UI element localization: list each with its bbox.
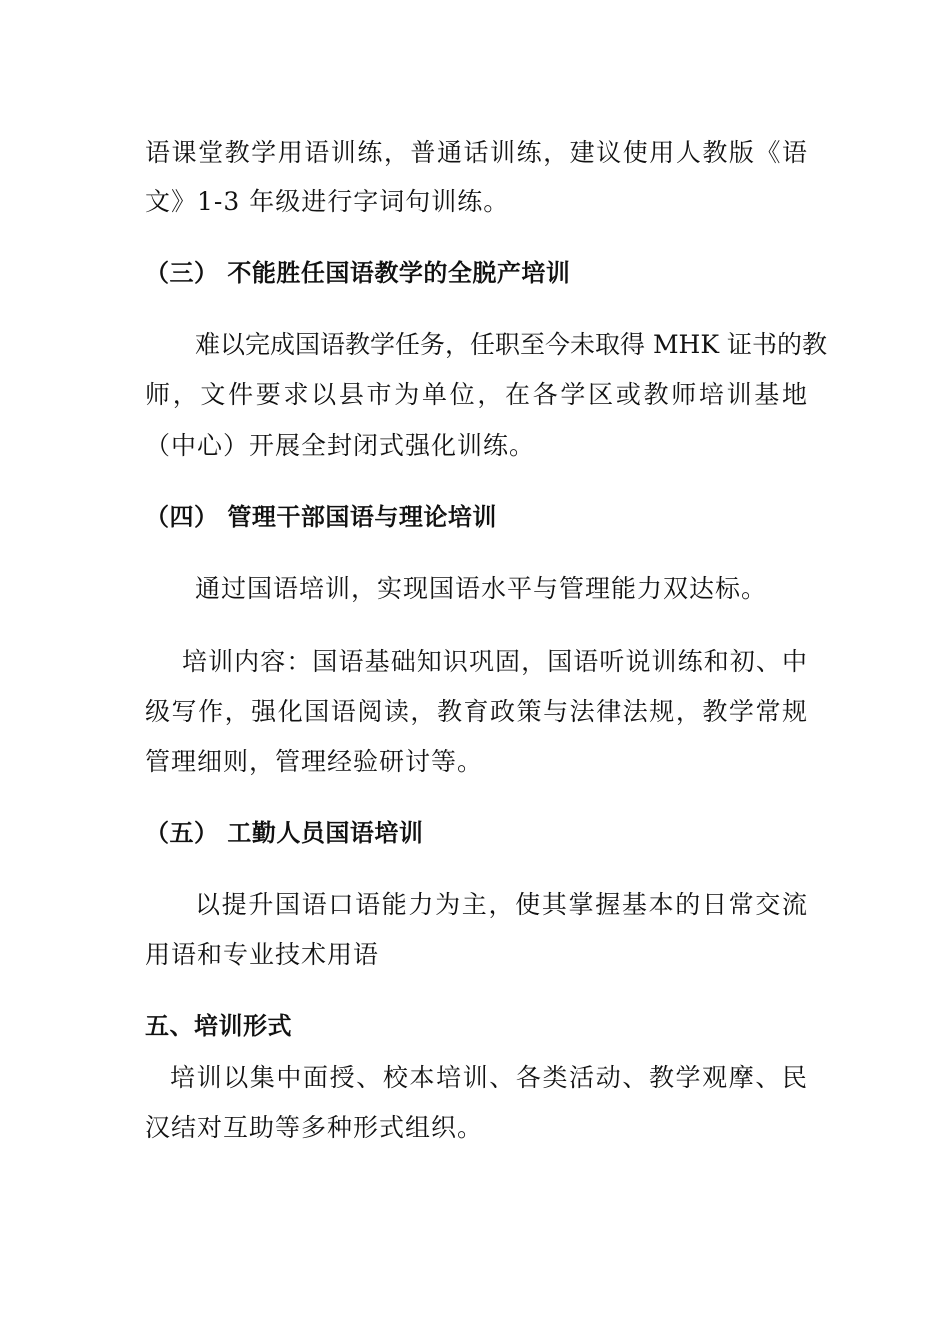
paragraph-line: 培训以集中面授、校本培训、各类活动、教学观摩、民: [170, 1063, 807, 1092]
part-heading-5: 五、培训形式: [145, 1012, 292, 1040]
paragraph-line: 级写作，强化国语阅读，教育政策与法律法规，教学常规: [145, 697, 807, 726]
paragraph-line: 培训内容：国语基础知识巩固，国语听说训练和初、中: [182, 647, 807, 676]
paragraph-line: 管理细则，管理经验研讨等。: [145, 747, 484, 776]
paragraph-line: （中心）开展全封闭式强化训练。: [145, 431, 536, 460]
section-heading-4: （四） 管理干部国语与理论培训: [145, 503, 497, 531]
paragraph-line: 汉结对互助等多种形式组织。: [145, 1113, 484, 1142]
paragraph-line: 文》1-3 年级进行字词句训练。: [145, 187, 510, 216]
paragraph-line: 语课堂教学用语训练，普通话训练，建议使用人教版《语: [145, 138, 807, 167]
paragraph-line: 师，文件要求以县市为单位，在各学区或教师培训基地: [145, 380, 807, 409]
paragraph-line: 以提升国语口语能力为主，使其掌握基本的日常交流: [195, 890, 807, 919]
paragraph-line: 用语和专业技术用语: [145, 940, 380, 969]
paragraph-line: 难以完成国语教学任务，任职至今未取得 MHK 证书的教: [195, 330, 827, 359]
section-heading-3: （三） 不能胜任国语教学的全脱产培训: [145, 259, 571, 287]
paragraph-line: 通过国语培训，实现国语水平与管理能力双达标。: [195, 574, 768, 603]
section-heading-5: （五） 工勤人员国语培训: [145, 819, 424, 847]
